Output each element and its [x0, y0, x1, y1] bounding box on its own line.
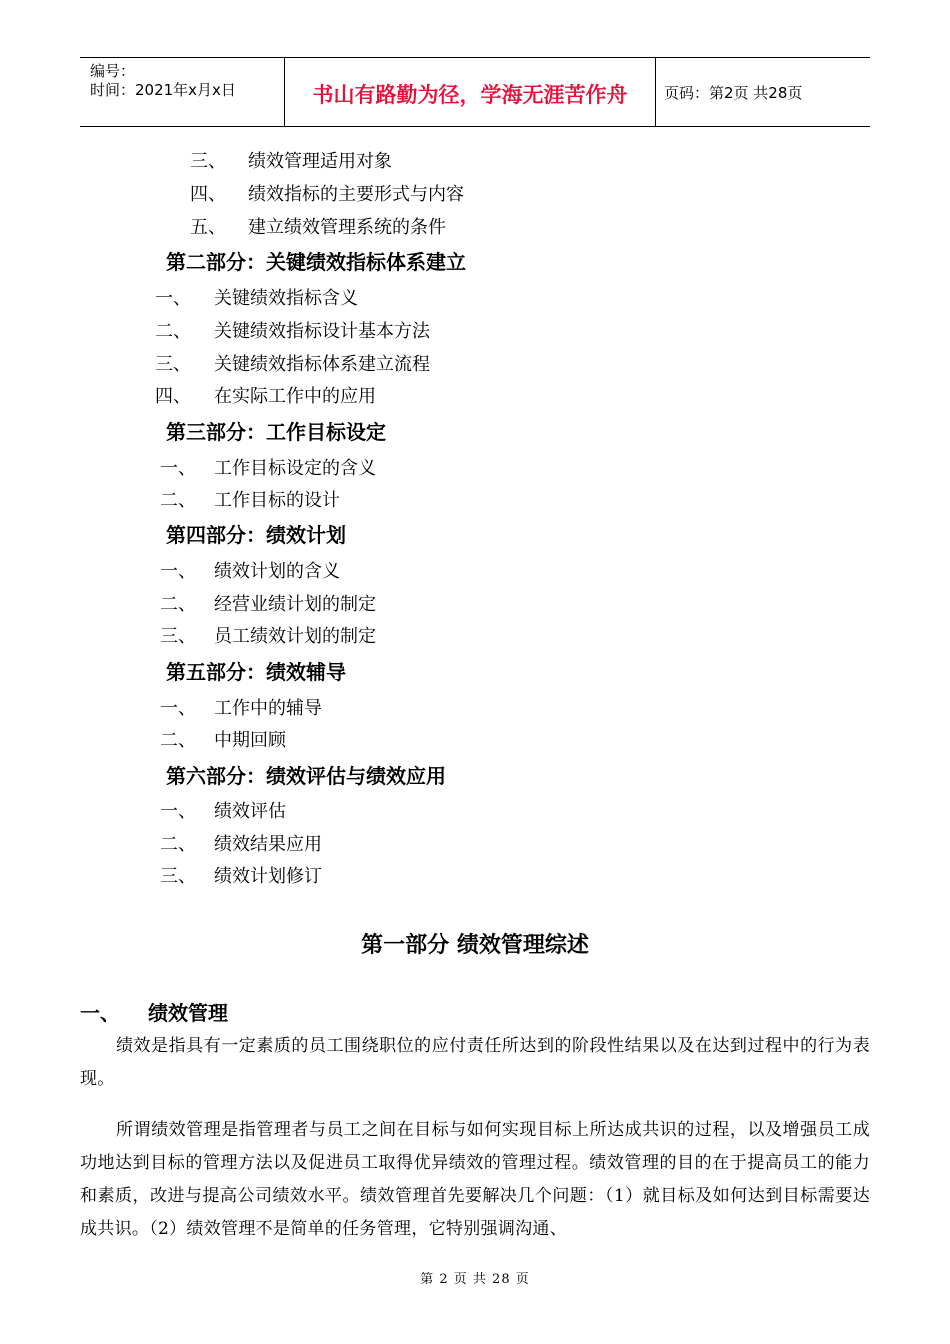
- document-header: [80, 57, 870, 127]
- toc-item-number: 五、: [190, 217, 226, 238]
- toc-item-number: 三、: [190, 151, 226, 172]
- toc-item-text: 绩效指标的主要形式与内容: [248, 184, 464, 205]
- toc-part-title: 第六部分：绩效评估与绩效应用: [166, 764, 446, 788]
- subsection-number: 一、: [80, 1001, 120, 1025]
- toc-item-text: 工作目标的设计: [214, 490, 340, 511]
- toc-item-text: 关键绩效指标体系建立流程: [214, 354, 430, 375]
- toc-item-number: 二、: [160, 834, 196, 855]
- toc-item-text: 关键绩效指标含义: [214, 288, 358, 309]
- page-footer: 第 2 页 共 28 页: [420, 1272, 530, 1287]
- toc-item-text: 中期回顾: [214, 730, 286, 751]
- toc-item-number: 四、: [190, 184, 226, 205]
- toc-item-text: 绩效计划的含义: [214, 561, 340, 582]
- toc-item-number: 一、: [160, 801, 196, 822]
- toc-item-number: 三、: [160, 866, 196, 887]
- section-title: 第一部分 绩效管理综述: [361, 933, 589, 958]
- toc-part-title: 第五部分：绩效辅导: [166, 660, 346, 684]
- toc-part-title: 第三部分：工作目标设定: [166, 420, 386, 444]
- toc-item-number: 一、: [160, 698, 196, 719]
- toc-item-number: 一、: [155, 288, 191, 309]
- toc-item-number: 一、: [160, 458, 196, 479]
- body-paragraph: 所谓绩效管理是指管理者与员工之间在目标与如何实现目标上所达成共识的过程，以及增强员工成功地达到目标的管理方法以及促进员工取得优异绩效的管理过程。绩效管理的目的在于提高员工的能力和素质，改进与提高公司绩效水平。绩效管理首先要解决几个问题：（1）就目标及如何达到目标需要达成共识。（2）绩效管理不是简单的任务管理，它特别强调沟通、: [80, 1120, 870, 1239]
- body-paragraph: 绩效是指具有一定素质的员工围绕职位的应付责任所达到的阶段性结果以及在达到过程中的行为表现。: [80, 1036, 870, 1089]
- toc-item-text: 工作目标设定的含义: [214, 458, 376, 479]
- toc-item-number: 二、: [160, 594, 196, 615]
- toc-item-number: 四、: [155, 386, 191, 407]
- document-number-label: 编号：: [90, 62, 136, 80]
- toc-item-text: 绩效管理适用对象: [248, 151, 392, 172]
- toc-item-text: 绩效计划修订: [214, 866, 322, 887]
- toc-item-text: 绩效结果应用: [214, 834, 322, 855]
- toc-item-text: 经营业绩计划的制定: [214, 594, 376, 615]
- toc-item-text: 关键绩效指标设计基本方法: [214, 321, 430, 342]
- subsection-title: 绩效管理: [148, 1001, 228, 1025]
- subsection-heading: [80, 997, 228, 1026]
- toc-item-text: 工作中的辅导: [214, 698, 322, 719]
- toc-item-number: 三、: [160, 626, 196, 647]
- toc-item-number: 二、: [160, 730, 196, 751]
- document-time-label: 时间：2021年x月x日: [90, 81, 236, 99]
- toc-item-number: 二、: [155, 321, 191, 342]
- header-page-number: 页码：第2页 共28页: [664, 84, 803, 102]
- header-info-cell: [80, 58, 284, 126]
- toc-item-text: 在实际工作中的应用: [214, 386, 376, 407]
- toc-item-number: 二、: [160, 490, 196, 511]
- toc-item-text: 绩效评估: [214, 801, 286, 822]
- toc-item-text: 建立绩效管理系统的条件: [248, 217, 446, 238]
- header-page-cell: [655, 58, 870, 126]
- toc-item-text: 员工绩效计划的制定: [214, 626, 376, 647]
- toc-part-title: 第四部分：绩效计划: [166, 523, 346, 547]
- header-motto: 书山有路勤为径，学海无涯苦作舟: [312, 83, 628, 107]
- toc-item-number: 一、: [160, 561, 196, 582]
- toc-part-title: 第二部分：关键绩效指标体系建立: [166, 250, 466, 274]
- toc-item-number: 三、: [155, 354, 191, 375]
- header-motto-cell: [284, 58, 656, 126]
